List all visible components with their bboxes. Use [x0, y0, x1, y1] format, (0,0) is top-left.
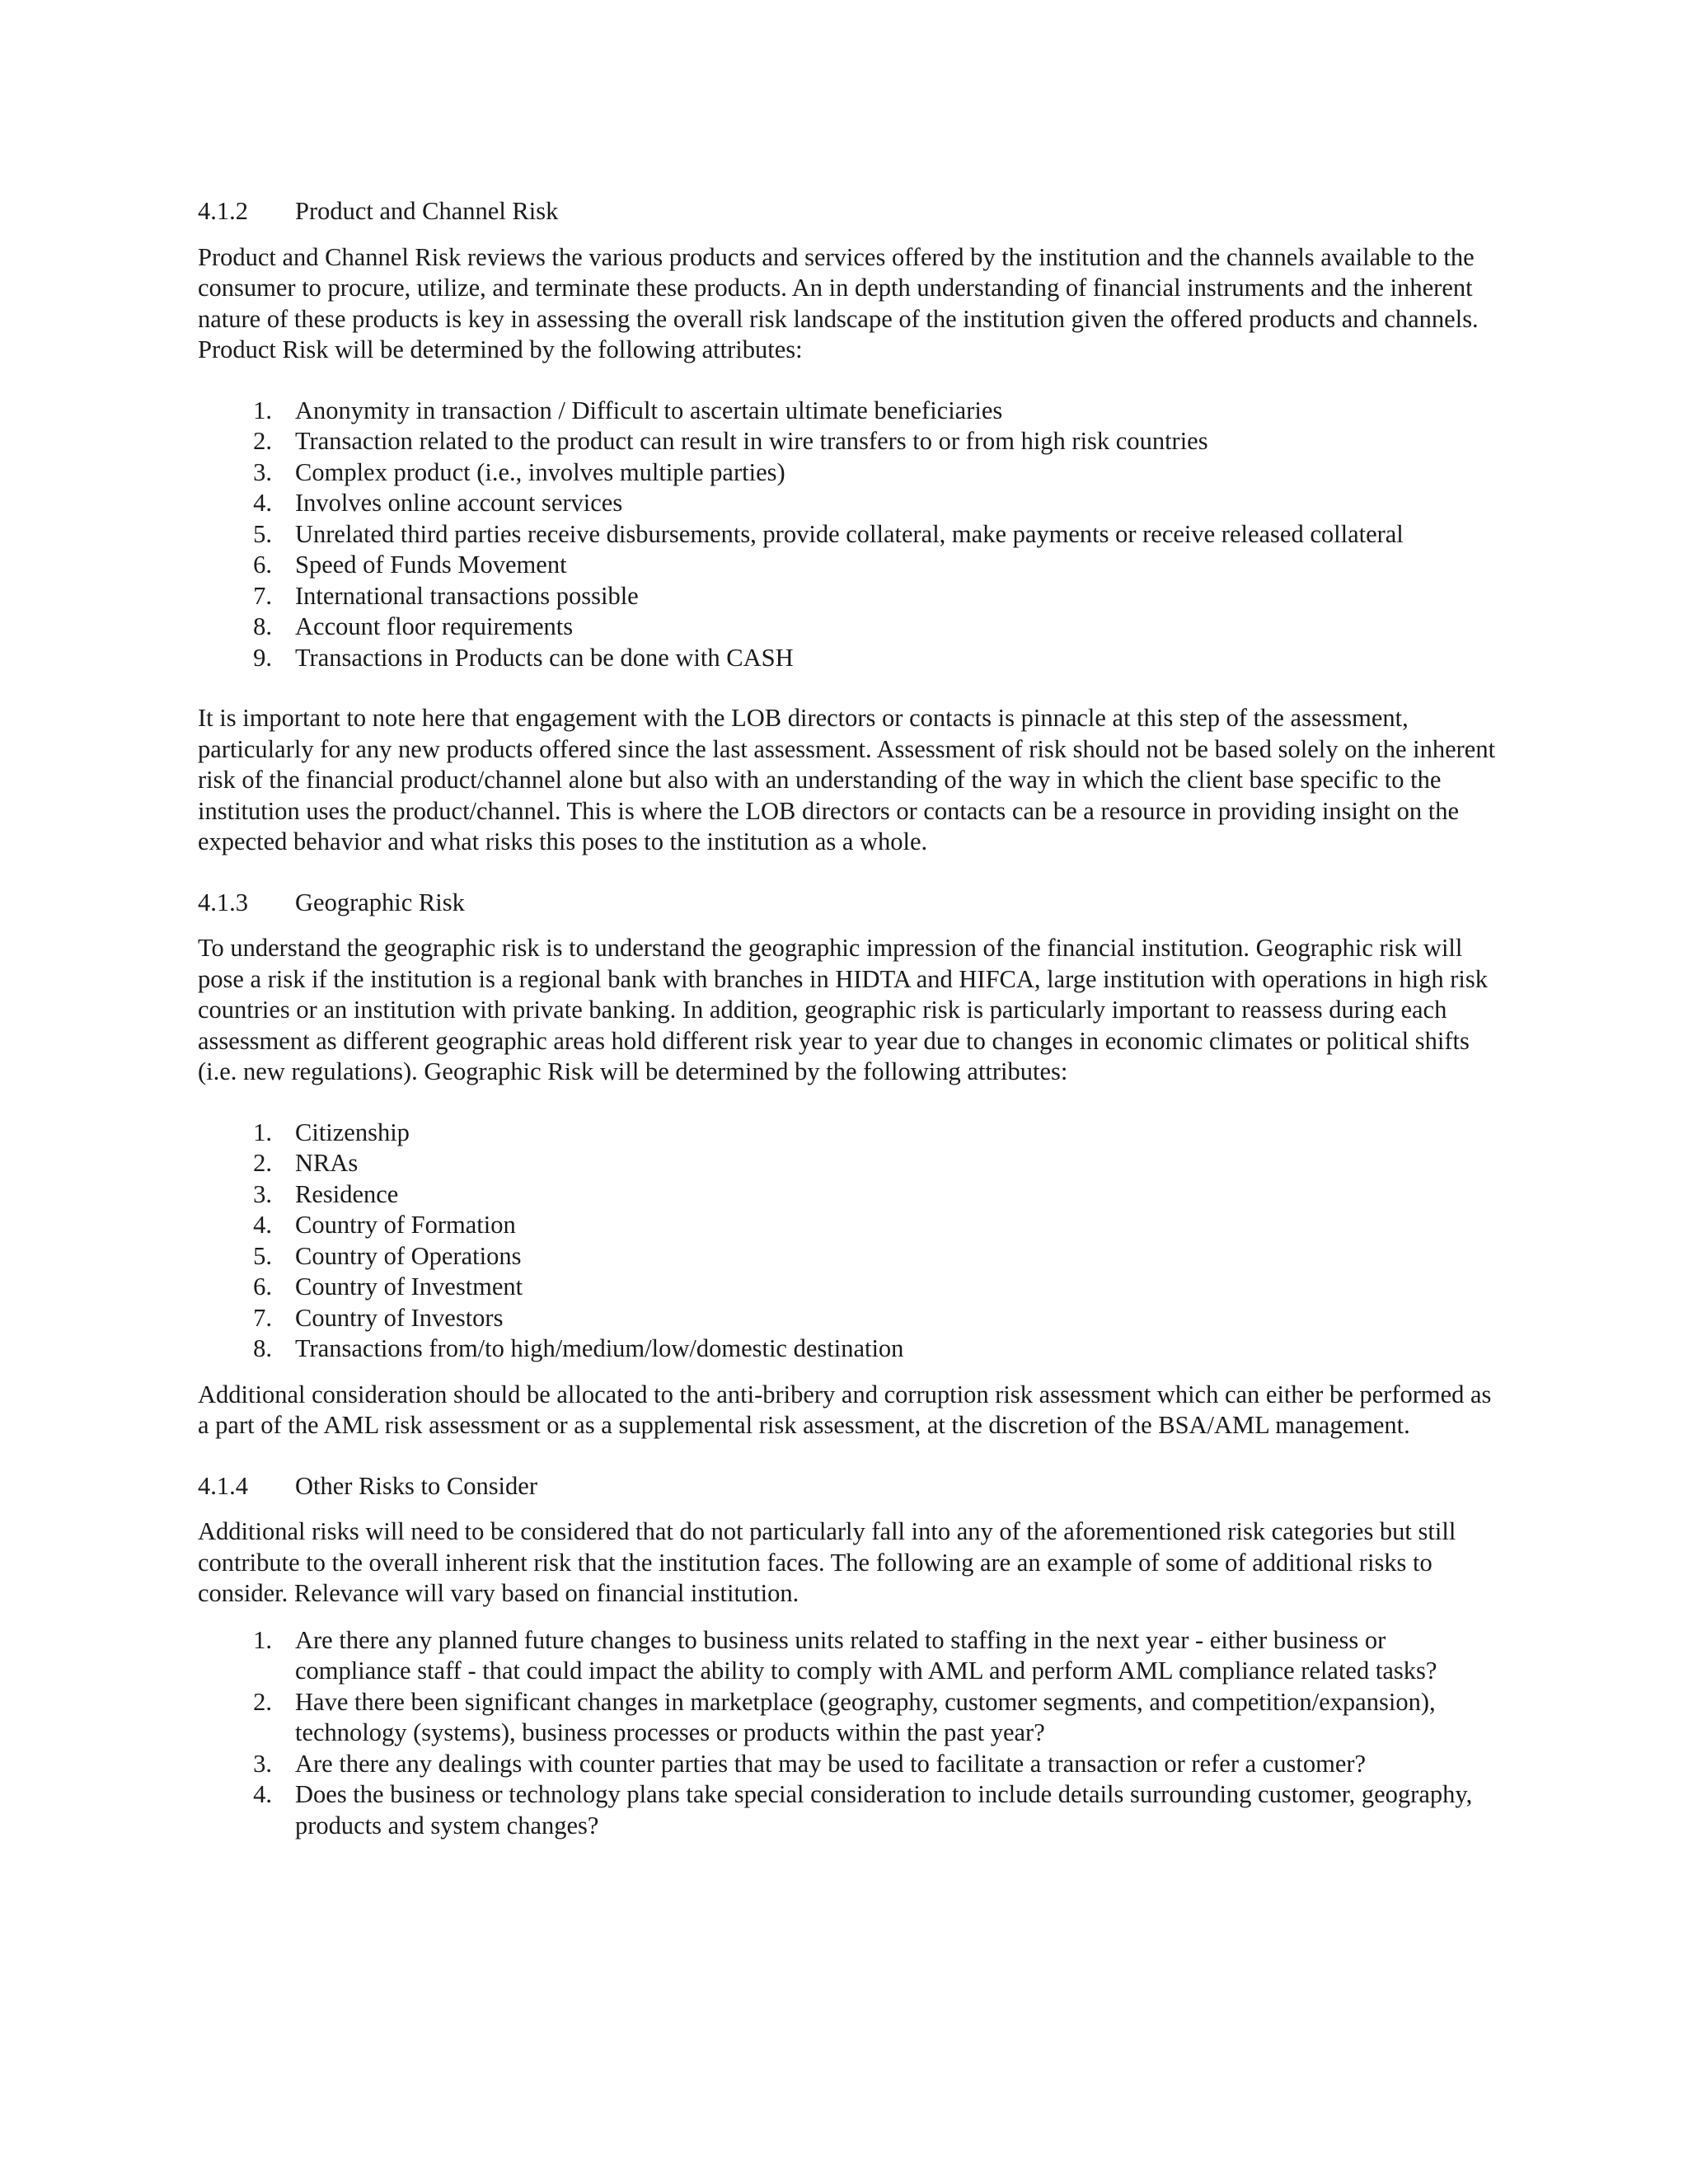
list-item-number: 6. — [253, 551, 272, 579]
list-item-text: Country of Investment — [295, 1272, 523, 1301]
list-item-text: Transactions from/to high/medium/low/domestic destination — [295, 1334, 904, 1362]
list-item — [198, 488, 1497, 519]
section-intro-paragraph: Additional risks will need to be considered that do not particularly fall into any of the aforementioned risk categories but still contribute to the overall inherent risk that the institution faces. The following are an example of some of additional risks to consider. Relevance will vary based on financial institution. — [198, 1517, 1456, 1607]
list-item-text: Country of Investors — [295, 1303, 504, 1332]
list-item — [198, 1333, 1497, 1365]
section-4-1-3 — [198, 888, 1497, 1441]
list-item-number: 3. — [253, 1179, 272, 1208]
list-item-number: 6. — [253, 1272, 272, 1301]
section-title: Geographic Risk — [295, 888, 465, 916]
list-item — [198, 1779, 1497, 1841]
list-item-number: 5. — [253, 519, 272, 548]
list-item-text: Are there any planned future changes to business units related to staffing in the next year - either business or compliance staff - that could impact the ability to comply with AML and perform AML compliance related tasks? — [295, 1625, 1437, 1685]
list-item — [198, 1303, 1497, 1334]
list-item-text: NRAs — [295, 1149, 359, 1177]
section-number: 4.1.3 — [198, 888, 248, 916]
list-item — [198, 1272, 1497, 1303]
section-heading — [198, 888, 1497, 919]
list-item — [198, 1148, 1497, 1179]
list-item-text: Residence — [295, 1179, 399, 1208]
section-number: 4.1.2 — [198, 197, 248, 225]
list-item-number: 8. — [253, 612, 272, 640]
section-title: Other Risks to Consider — [295, 1471, 537, 1500]
section-closing-paragraph: It is important to note here that engagement with the LOB directors or contacts is pinnacle at this step of the assessment, particularly for any new products offered since the last assessment. Assessment of risk should not be based solely on the inherent risk of the financial product/channel alone but also with an understanding of the way in which the client base specific to the institution uses the product/channel. This is where the LOB directors or contacts can be a resource in providing insight on the expected behavior and what risks this poses to the institution as a whole. — [198, 704, 1496, 855]
list-item — [198, 643, 1497, 674]
list-item-number: 1. — [253, 1625, 272, 1654]
list-item — [198, 396, 1497, 427]
list-item — [198, 550, 1497, 581]
list-item-text: Account floor requirements — [295, 612, 574, 640]
list-item — [198, 1118, 1497, 1149]
section-4-1-2 — [198, 196, 1497, 858]
section-4-1-4 — [198, 1471, 1497, 1842]
list-item-text: Involves online account services — [295, 489, 623, 517]
list-item-text: Transactions in Products can be done with CASH — [295, 643, 794, 672]
list-item — [198, 581, 1497, 612]
list-item — [198, 519, 1497, 551]
list-item-text: International transactions possible — [295, 581, 639, 610]
list-item-number: 5. — [253, 1241, 272, 1270]
list-item — [198, 426, 1497, 457]
list-item — [198, 1241, 1497, 1272]
list-item-number: 2. — [253, 1687, 272, 1716]
list-item-number: 7. — [253, 1303, 272, 1332]
list-item — [198, 1687, 1497, 1749]
list-item — [198, 1749, 1497, 1780]
section-closing-paragraph: Additional consideration should be allocated to the anti-bribery and corruption risk assessment which can either be performed as a part of the AML risk assessment or as a supplemental risk assessment, at the discretion of the BSA/AML management. — [198, 1380, 1492, 1439]
list-item-number: 1. — [253, 396, 272, 424]
list-item-text: Unrelated third parties receive disbursements, provide collateral, make payments or receive released collateral — [295, 519, 1404, 548]
list-item-number: 4. — [253, 489, 272, 517]
list-item-number: 3. — [253, 457, 272, 486]
product-risk-attribute-list — [198, 396, 1497, 674]
list-item-number: 4. — [253, 1211, 272, 1239]
list-item — [198, 1179, 1497, 1211]
section-intro-paragraph: Product and Channel Risk reviews the various products and services offered by the institution and the channels available to the consumer to procure, utilize, and terminate these products. An in depth understanding of financial instruments and the inherent nature of these products is key in assessing the overall risk landscape of the institution given the offered products and channels. Product Risk will be determined by the following attributes: — [198, 242, 1479, 363]
list-item-text: Country of Formation — [295, 1211, 516, 1239]
list-item-text: Anonymity in transaction / Difficult to ascertain ultimate beneficiaries — [295, 396, 1003, 424]
list-item-text: Speed of Funds Movement — [295, 551, 567, 579]
list-item-number: 4. — [253, 1780, 272, 1808]
list-item-number: 1. — [253, 1118, 272, 1146]
list-item-number: 8. — [253, 1334, 272, 1362]
section-intro-paragraph: To understand the geographic risk is to understand the geographic impression of the financial institution. Geographic risk will pose a risk if the institution is a regional bank with branches in HIDTA and HIFCA, large institution with operations in high risk countries or an institution with private banking. In addition, geographic risk is particularly important to reassess during each assessment as different geographic areas hold different risk year to year due to changes in economic climates or political shifts (i.e. new regulations). Geographic Risk will be determined by the following attributes: — [198, 934, 1488, 1085]
list-item-text: Have there been significant changes in marketplace (geography, customer segments, and competition/expansion), technology (systems), business processes or products within the past year? — [295, 1687, 1436, 1746]
list-item-text: Does the business or technology plans take special consideration to include details surrounding customer, geography, products and system changes? — [295, 1780, 1473, 1840]
list-item-number: 9. — [253, 643, 272, 672]
list-item-number: 2. — [253, 1149, 272, 1177]
list-item — [198, 1210, 1497, 1241]
list-item-text: Country of Operations — [295, 1241, 522, 1270]
list-item-text: Complex product (i.e., involves multiple parties) — [295, 457, 785, 486]
other-risks-question-list — [198, 1625, 1497, 1842]
list-item — [198, 457, 1497, 489]
list-item — [198, 1625, 1497, 1687]
geographic-risk-attribute-list — [198, 1118, 1497, 1365]
section-title: Product and Channel Risk — [295, 197, 559, 225]
list-item-text: Are there any dealings with counter parties that may be used to facilitate a transaction or refer a customer? — [295, 1749, 1367, 1778]
section-heading — [198, 196, 1497, 227]
list-item — [198, 612, 1497, 643]
list-item-number: 7. — [253, 581, 272, 610]
list-item-text: Transaction related to the product can result in wire transfers to or from high risk countries — [295, 427, 1208, 455]
list-item-text: Citizenship — [295, 1118, 410, 1146]
list-item-number: 2. — [253, 427, 272, 455]
section-number: 4.1.4 — [198, 1471, 248, 1500]
section-heading — [198, 1471, 1497, 1502]
list-item-number: 3. — [253, 1749, 272, 1778]
